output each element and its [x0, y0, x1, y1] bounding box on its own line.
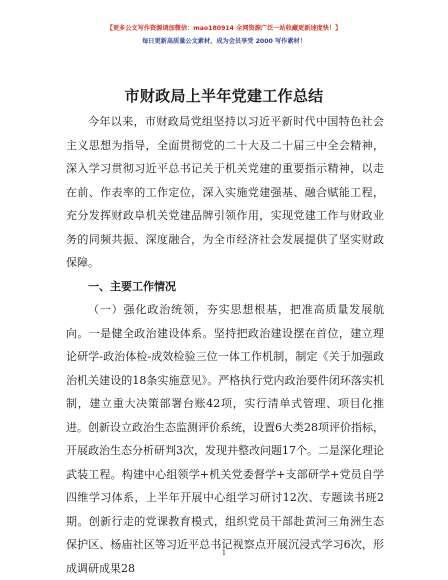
promo-line-resources: 【更多公文写作资源请加微信：mao180914 全网资源广泛一站收藏更新速度快！】 [106, 25, 342, 32]
section-paragraph: （一）强化政治统领，夯实思想根基，把准高质量发展航向。一是健全政治建设体系。坚持把政治建设摆在首位，建立理论研学-政治体检-成效检验三位一体工作机制，制定《关于加强政治机关建设的18条实施意见》。严格执行党内政治要件闭环落实机制，建立重大决策部署台账42项，实行清单式管理、项目化推进。创新设立政治生态监测评价系统，设置6大类28项评价指标，开展政治生态分析研判3次，发现并整改问题17个。二是深化理论武装工程。构建中心组领学+机关党委督学+支部研学+党员自学四维学习体系，上半年开展中心组学习研讨12次、专题读书班2期。创新行走的党课教育模式，组织党员干部赴黄河三角洲生态保护区、杨庙社区等习近平总书记视察点开展沉浸式学习6次，形成调研成果28 [66, 303, 384, 575]
intro-paragraph: 今年以来，市财政局党组坚持以习近平新时代中国特色社会主义思想为指导，全面贯彻党的二十大及二十届三中全会精神，深入学习贯彻习近平总书记关于机关党建的重要指示精神，以走在前、作表率的工作定位，深入实施党建强基、融合赋能工程，充分发挥财政阜机关党建品牌引领作用，实现党建工作与财政业务的同频共振、深度融合，为全市经济社会发展提供了坚实财政保障。 [66, 115, 384, 269]
promo-line-membership: 每日更新高质量公文素材，成为会员享受 2000 写作素材！ [142, 38, 306, 45]
document-body [66, 110, 384, 580]
document-title: 市财政局上半年党建工作总结 [124, 87, 324, 105]
promo-banner [0, 22, 448, 48]
page-number: 1 [221, 549, 227, 557]
section-heading: 一、主要工作情况 [88, 279, 176, 293]
